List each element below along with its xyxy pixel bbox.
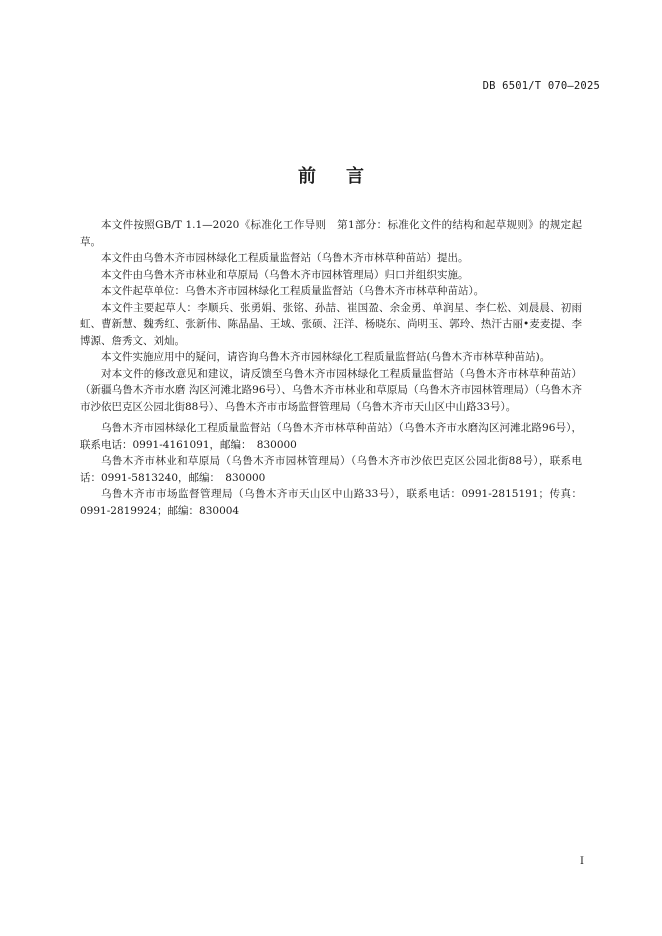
page-title: 前言 [298,166,394,187]
paragraph-proposer: 本文件由乌鲁木齐市园林绿化工程质量监督站（乌鲁木齐市林草种苗站）提出。 [101,252,469,264]
contact-landscaping-station: 乌鲁木齐市园林绿化工程质量监督站（乌鲁木齐市林草种苗站）（乌鲁木齐市水磨沟区河滩北路96号），联系电话：0991-4161091，邮编： 830000 [80,422,582,451]
contact-forestry-bureau: 乌鲁木齐市林业和草原局（乌鲁木齐市园林管理局）（乌鲁木齐市沙依巴克区公园北街88号），联系电话：0991-5813240，邮编： 830000 [80,455,582,484]
paragraph-drafting-basis: 本文件按照GB/T 1.1—2020《标准化工作导则 第1部分：标准化文件的结构和起草规则》的规定起草。 [80,219,582,248]
contact-market-regulation: 乌鲁木齐市市场监督管理局（乌鲁木齐市天山区中山路33号），联系电话：0991-2815191；传真：0991-2819924；邮编：830004 [80,488,582,517]
paragraph-inquiries: 本文件实施应用中的疑问，请咨询乌鲁木齐市园林绿化工程质量监督站(乌鲁木齐市林草种苗站)。 [101,351,551,363]
paragraph-drafting-unit: 本文件起草单位：乌鲁木齐市园林绿化工程质量监督站（乌鲁木齐市林草种苗站）。 [101,285,485,297]
page-number: I [580,856,584,867]
paragraph-administrator: 本文件由乌鲁木齐市林业和草原局（乌鲁木齐市园林管理局）归口并组织实施。 [101,268,469,281]
paragraph-drafters: 本文件主要起草人：李顺兵、张勇娟、张铭、孙喆、崔国盈、余金勇、单润星、李仁松、刘晨晨、初雨虹、曹新慧、魏秀红、张新伟、陈晶晶、王域、张硕、汪洋、杨晓东、尚明玉、郭玲、热汗古丽•麦麦提、李博源、詹秀文、刘灿。 [80,301,582,347]
paragraph-feedback: 对本文件的修改意见和建议，请反馈至乌鲁木齐市园林绿化工程质量监督站（乌鲁木齐市林草种苗站）（新疆乌鲁木齐市水磨 沟区河滩北路96号）、乌鲁木齐市林业和草原局（乌鲁木齐市园林管理局）（乌鲁木齐市沙依巴克区公园北街88号）、乌鲁木齐市市场监督管理局（乌鲁木齐市天山区中山路33号）。 [80,367,582,413]
document-code: DB 6501/T 070—2025 [482,80,600,92]
preface-body [80,217,582,519]
